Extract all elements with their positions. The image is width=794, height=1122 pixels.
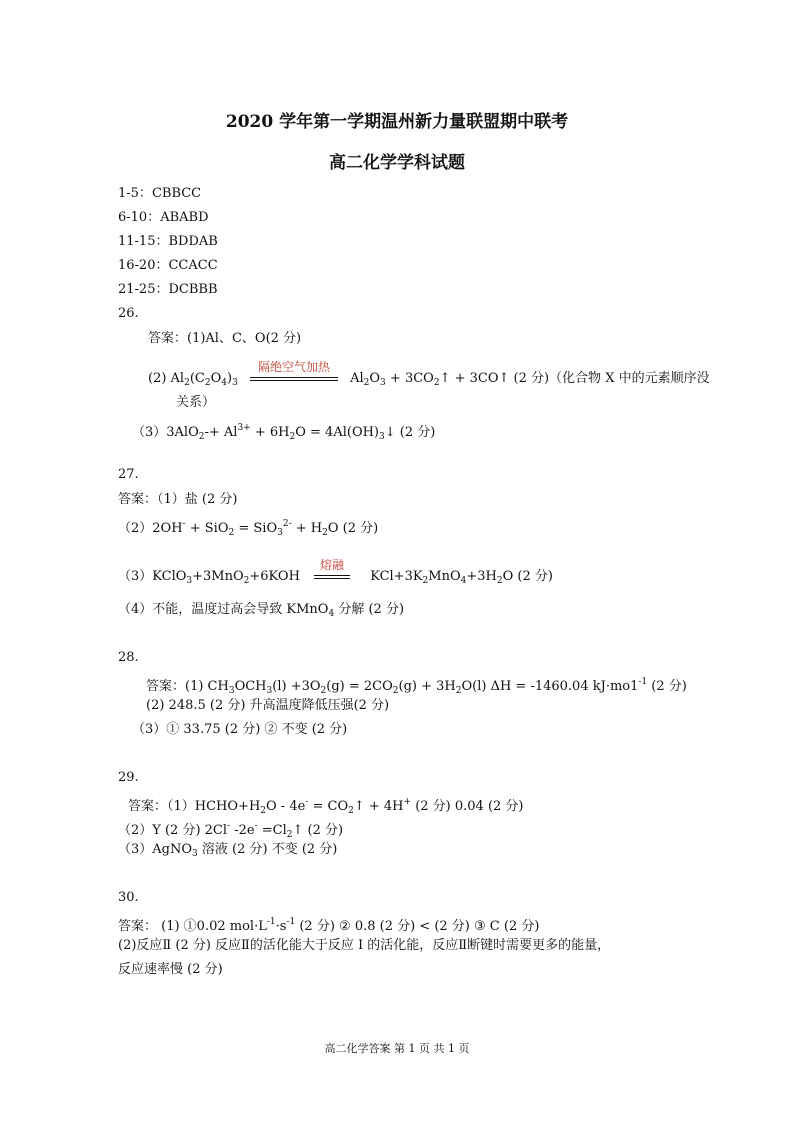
q26-answer-1: 答案：(1)Al、C、O(2 分)	[148, 331, 302, 346]
q27-answer-3: （3）KClO$_3$+3MnO$_2$+6KOH 熔融 $KCl+3K_2MnO_4+3H_2O$ (2 分)	[118, 567, 553, 591]
q30-answer-1: 答案： (1) ①0.02 $mol\cdot L^{-1}\cdot s^{-1}$ (2 分) ② 0.8 (2 分) < (2 分) ③ C (2 分)	[118, 917, 540, 934]
q27-answer-2: $(2)2OH^- + SiO_2 = SiO_3^{2-} + H_2O$ (2 分)	[118, 519, 379, 538]
q28-answer-2: (2) 248.5 (2 分) 升高温度降低压强(2 分)	[146, 698, 390, 713]
page-footer: 高二化学答案 第 1 页 共 1 页	[324, 1042, 470, 1055]
mc-answer-row: 6-10：ABABD	[118, 210, 209, 225]
q29-answer-1: 答案：$(1)HCHO+H_2O - 4e^-$ = $CO_2↑ + 4H^+$ (2 分) 0.04 (2 分)	[128, 797, 524, 816]
question-27-number: 27.	[118, 467, 139, 482]
reaction-condition-arrow	[314, 557, 350, 585]
q30-answer-2: (2)反应Ⅱ (2 分) 反应Ⅱ的活化能大于反应 I 的活化能，反应Ⅱ断键时需要更多的能量，	[118, 938, 611, 953]
q26-answer-3: $(3)3AlO_2-+ Al^{3+} + 6H_2O$ = $4Al(OH)_3↓$ (2 分)	[132, 423, 436, 442]
mc-answer-row: 16-20：CCACC	[118, 258, 218, 273]
mc-answer-row: 21-25：DCBBB	[118, 282, 218, 297]
q29-answer-3: （3）AgNO$_3$ 溶液 (2 分) 不变 (2 分)	[118, 842, 338, 859]
q26-answer-2: (2) $Al_2(C_2O_4)_3$ 隔绝空气加热 $Al_2O_3$ + $3CO_2↑$ + 3CO↑ (2 分)（化合物 X 中的元素顺序没	[148, 369, 710, 393]
q27-answer-4: （4）不能，温度过高会导致 KMnO$_4$ 分解 (2 分)	[118, 602, 405, 619]
question-26-number: 26.	[118, 306, 139, 321]
question-30-number: 30.	[118, 890, 139, 905]
q29-answer-2: （2）Y (2 分) 2Cl- $-2e^- =Cl_2↑$ (2 分)	[118, 821, 344, 840]
page-subtitle: 高二化学学科试题	[329, 153, 465, 173]
q28-answer-1: 答案：(1) $CH_3OCH_3(l) +3O_2(g) = 2CO_2(g) + 3H_2O(l) \Delta H = -1460.04$ $kJ\cdot mo1^{-1}$ (2 分)	[146, 677, 687, 696]
question-29-number: 29.	[118, 770, 139, 785]
page-title: 2020 学年第一学期温州新力量联盟期中联考	[225, 112, 569, 132]
q30-answer-3: 反应速率慢 (2 分)	[118, 962, 223, 977]
mc-answer-row: 1-5：CBBCC	[118, 186, 202, 201]
q26-answer-2-continued: 关系）	[176, 395, 216, 410]
reaction-condition-label: 隔绝空气加热	[257, 359, 330, 374]
mc-answer-row: 11-15：BDDAB	[118, 234, 218, 249]
q27-answer-1: 答案：（1）盐 (2 分)	[118, 492, 238, 507]
reaction-condition-arrow	[250, 359, 338, 387]
question-28-number: 28.	[118, 650, 139, 665]
reaction-condition-label: 熔融	[320, 557, 345, 572]
q28-answer-3: （3）① 33.75 (2 分) ② 不变 (2 分)	[132, 722, 348, 737]
